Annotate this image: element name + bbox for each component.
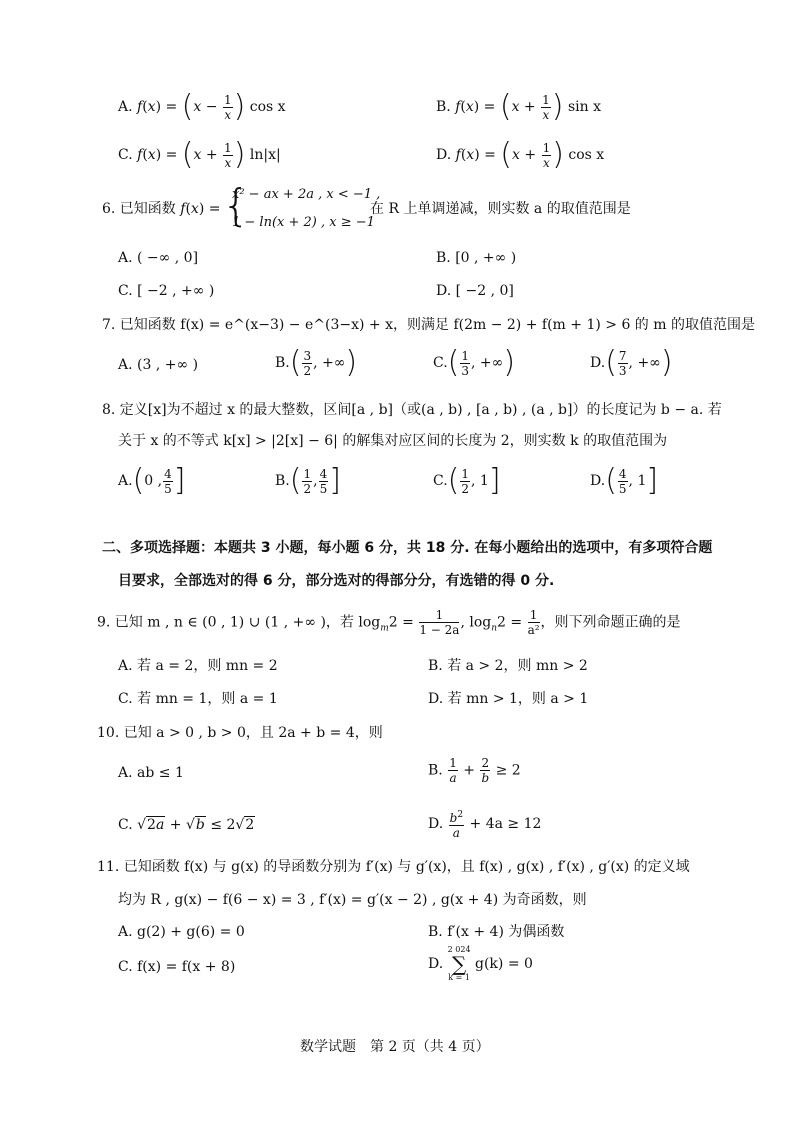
q10-stem: 10. 已知 a > 0 , b > 0，且 2a + b = 4，则 [97, 725, 383, 741]
q7-stem: 7. 已知函数 f(x) = e^(x−3) − e^(3−x) + x，则满足 f(2m − 2) + f(m + 1) > 6 的 m 的取值范围是 [102, 317, 755, 333]
q11-option-a: A. g(2) + g(6) = 0 [118, 924, 245, 940]
summation: 2 024 ∑ k = 1 [447, 945, 471, 982]
q6-option-a: A. ( −∞ , 0] [118, 250, 199, 266]
q8-option-a: A.(0 , $\frac{4}{5}$ ] [118, 463, 186, 498]
q11-option-b: B. f′(x + 4) 为偶函数 [428, 924, 565, 940]
q6-option-b: B. [0 , +∞ ) [436, 250, 517, 266]
q9-option-c: C. 若 mn = 1，则 a = 1 [118, 691, 278, 707]
q7-option-c: C.( $\frac{1}{3}$ , +∞) [433, 345, 516, 380]
q7-option-b: B.( $\frac{3}{2}$ , +∞) [275, 345, 358, 380]
q10-option-d: D. $\frac{b^2}{a}$ + 4a ≥ 12 [428, 810, 542, 840]
q5-option-d: D. f(x) = (x + $\frac{1}{x}$ ) cos x [436, 137, 605, 172]
q9-option-b: B. 若 a > 2，则 mn > 2 [428, 658, 588, 674]
q7-option-d: D.( $\frac{7}{3}$ , +∞) [590, 345, 673, 380]
q5-option-c: C. f(x) = (x + $\frac{1}{x}$ ) ln|x| [118, 137, 281, 172]
q10-option-c: C. √2a + √b ≤ 2√2 [118, 817, 255, 833]
q6-brace: { [222, 180, 250, 231]
q5-option-a: A. f(x) = (x − $\frac{1}{x}$ ) cos x [118, 89, 286, 124]
page-footer: 数学试题 第 2 页（共 4 页） [300, 1039, 490, 1055]
section-2-heading-line-2: 目要求，全部选对的得 6 分，部分选对的得部分分，有选错的得 0 分. [118, 573, 555, 589]
q8-line-2: 关于 x 的不等式 k[x] > |2[x] − 6| 的解集对应区间的长度为 2，则实数 k 的取值范围为 [118, 433, 668, 449]
q8-option-c: C.( $\frac{1}{2}$ , 1] [433, 463, 501, 498]
q8-option-d: D.( $\frac{4}{5}$ , 1] [590, 463, 659, 498]
q6-piece-2: 1 − ln(x + 2) , x ≥ −1 [232, 215, 375, 230]
q11-line-2: 均为 R , g(x) − f(6 − x) = 3 , f′(x) = g′(x − 2) , g(x + 4) 为奇函数，则 [118, 892, 587, 908]
q6-option-d: D. [ −2 , 0] [436, 283, 514, 299]
q11-line-1: 11. 已知函数 f(x) 与 g(x) 的导函数分别为 f′(x) 与 g′(x)，且 f(x) , g(x) , f′(x) , g′(x) 的定义域 [97, 859, 690, 875]
q11-option-c: C. f(x) = f(x + 8) [118, 959, 236, 975]
q6-stem-prefix: 6. 已知函数 f(x) = [102, 201, 221, 217]
q5-option-b: B. f(x) = (x + $\frac{1}{x}$ ) sin x [436, 89, 601, 124]
q9-option-d: D. 若 mn > 1，则 a > 1 [428, 691, 589, 707]
q6-option-c: C. [ −2 , +∞ ) [118, 283, 215, 299]
q9-option-a: A. 若 a = 2，则 mn = 2 [118, 658, 278, 674]
q7-option-a: A. (3 , +∞ ) [118, 357, 199, 373]
q9-stem: 9. 已知 m , n ∈ (0 , 1) ∪ (1 , +∞ )，若 $\log_m2$ = $\frac{1}{1 - 2a}$ , $\log_n2$ = $\frac{1}{\text{a²}}$ ，则下列命题正确的是 [97, 608, 681, 637]
q8-line-1: 8. 定义[x]为不超过 x 的最大整数，区间[a , b]（或(a , b) , [a , b) , (a , b]）的长度记为 b − a. 若 [102, 402, 722, 418]
q6-piece-1: x² − ax + 2a , x < −1 , [232, 187, 381, 202]
q8-option-b: B.( $\frac{1}{2}$ , $\frac{4}{5}$ ] [275, 463, 341, 498]
q10-option-b: B. $\frac{1}{a}$ + $\frac{2}{b}$ ≥ 2 [428, 756, 521, 785]
q6-stem-suffix: 在 R 上单调递减，则实数 a 的取值范围是 [370, 201, 631, 217]
q10-option-a: A. ab ≤ 1 [118, 765, 184, 781]
section-2-heading-line-1: 二、多项选择题：本题共 3 小题，每小题 6 分，共 18 分. 在每小题给出的选项中，有多项符合题 [102, 540, 713, 556]
q11-option-d: D. 2 024 ∑ k = 1 g(k) = 0 [428, 945, 533, 982]
